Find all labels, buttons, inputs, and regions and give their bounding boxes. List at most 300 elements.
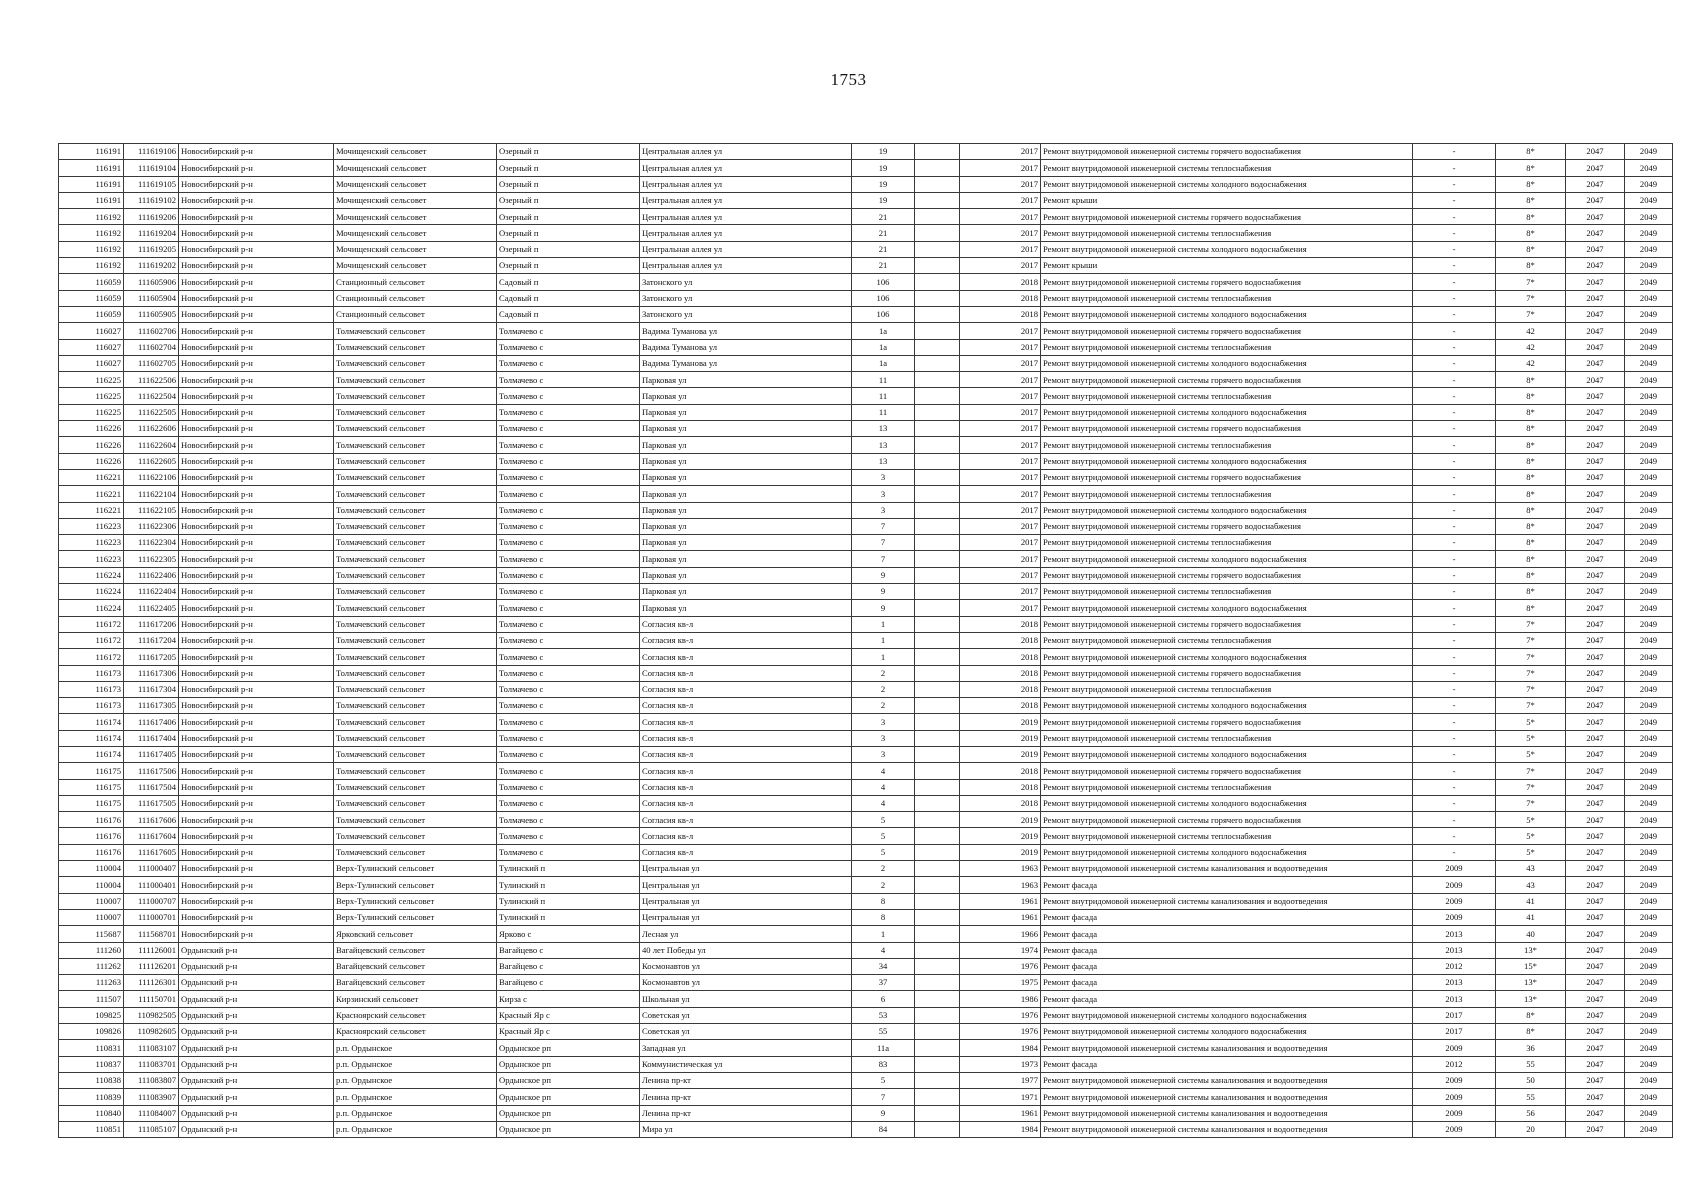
cell-year-built: 1986 bbox=[960, 991, 1041, 1007]
cell-last-repair-year: - bbox=[1413, 779, 1496, 795]
cell-plan-start: 2047 bbox=[1566, 1056, 1625, 1072]
cell-work-type: Ремонт крыши bbox=[1041, 192, 1413, 208]
cell-house-number: 3 bbox=[852, 746, 915, 762]
cell-plan-start: 2047 bbox=[1566, 795, 1625, 811]
cell-settlement-council: Толмачевский сельсовет bbox=[334, 535, 497, 551]
cell-last-repair-year: 2009 bbox=[1413, 1072, 1496, 1088]
table-row bbox=[59, 1040, 1673, 1056]
cell-street: Советская ул bbox=[640, 1007, 852, 1023]
cell-house-id: 109825 bbox=[59, 1007, 124, 1023]
cell-last-repair-year: - bbox=[1413, 372, 1496, 388]
cell-street: Ленина пр-кт bbox=[640, 1105, 852, 1121]
cell-element-id: 111617506 bbox=[124, 763, 179, 779]
cell-settlement-council: Толмачевский сельсовет bbox=[334, 551, 497, 567]
cell-house-id: 116221 bbox=[59, 469, 124, 485]
cell-plan-start: 2047 bbox=[1566, 258, 1625, 274]
cell-plan-start: 2047 bbox=[1566, 1007, 1625, 1023]
cell-district: Новосибирский р-н bbox=[179, 795, 334, 811]
cell-element-id: 111617604 bbox=[124, 828, 179, 844]
cell-settlement: Ордынское рп bbox=[497, 1105, 640, 1121]
cell-year-built: 2017 bbox=[960, 421, 1041, 437]
cell-district: Ордынский р-н bbox=[179, 1072, 334, 1088]
cell-wear: 7* bbox=[1496, 616, 1566, 632]
cell-settlement: Садовый п bbox=[497, 306, 640, 322]
cell-settlement: Толмачево с bbox=[497, 730, 640, 746]
table-row bbox=[59, 192, 1673, 208]
cell-element-id: 111617204 bbox=[124, 632, 179, 648]
table-row bbox=[59, 1056, 1673, 1072]
cell-street: Парковая ул bbox=[640, 486, 852, 502]
cell-plan-end: 2049 bbox=[1625, 812, 1673, 828]
cell-work-type: Ремонт внутридомовой инженерной системы теплоснабжения bbox=[1041, 437, 1413, 453]
cell-element-id: 111622604 bbox=[124, 437, 179, 453]
cell-wear: 8* bbox=[1496, 1024, 1566, 1040]
table-row bbox=[59, 209, 1673, 225]
cell-element-id: 111083107 bbox=[124, 1040, 179, 1056]
cell-settlement-council: Толмачевский сельсовет bbox=[334, 828, 497, 844]
cell-district: Новосибирский р-н bbox=[179, 192, 334, 208]
cell-house-id: 116192 bbox=[59, 225, 124, 241]
cell-house-id: 116191 bbox=[59, 176, 124, 192]
cell-last-repair-year: - bbox=[1413, 404, 1496, 420]
cell-house-id: 110837 bbox=[59, 1056, 124, 1072]
cell-house-number: 7 bbox=[852, 551, 915, 567]
cell-plan-end: 2049 bbox=[1625, 323, 1673, 339]
cell-work-type: Ремонт внутридомовой инженерной системы теплоснабжения bbox=[1041, 535, 1413, 551]
cell-house-letter bbox=[915, 192, 960, 208]
cell-plan-start: 2047 bbox=[1566, 1105, 1625, 1121]
cell-street: Парковая ул bbox=[640, 437, 852, 453]
cell-year-built: 2017 bbox=[960, 600, 1041, 616]
cell-work-type: Ремонт внутридомовой инженерной системы горячего водоснабжения bbox=[1041, 274, 1413, 290]
cell-settlement-council: Толмачевский сельсовет bbox=[334, 404, 497, 420]
cell-settlement: Толмачево с bbox=[497, 404, 640, 420]
cell-settlement-council: Вагайцевский сельсовет bbox=[334, 975, 497, 991]
cell-house-letter bbox=[915, 144, 960, 160]
cell-settlement-council: Толмачевский сельсовет bbox=[334, 763, 497, 779]
cell-house-letter bbox=[915, 616, 960, 632]
cell-element-id: 111617305 bbox=[124, 698, 179, 714]
cell-last-repair-year: - bbox=[1413, 192, 1496, 208]
cell-house-id: 116175 bbox=[59, 763, 124, 779]
cell-street: Парковая ул bbox=[640, 535, 852, 551]
cell-house-id: 116172 bbox=[59, 616, 124, 632]
cell-plan-end: 2049 bbox=[1625, 909, 1673, 925]
table-row bbox=[59, 144, 1673, 160]
cell-district: Новосибирский р-н bbox=[179, 665, 334, 681]
cell-last-repair-year: - bbox=[1413, 209, 1496, 225]
cell-work-type: Ремонт внутридомовой инженерной системы холодного водоснабжения bbox=[1041, 241, 1413, 257]
cell-last-repair-year: - bbox=[1413, 453, 1496, 469]
cell-district: Новосибирский р-н bbox=[179, 176, 334, 192]
cell-house-number: 21 bbox=[852, 209, 915, 225]
cell-wear: 5* bbox=[1496, 828, 1566, 844]
table-row bbox=[59, 1089, 1673, 1105]
table-row bbox=[59, 665, 1673, 681]
cell-settlement: Толмачево с bbox=[497, 812, 640, 828]
cell-district: Новосибирский р-н bbox=[179, 372, 334, 388]
cell-house-number: 13 bbox=[852, 437, 915, 453]
cell-district: Новосибирский р-н bbox=[179, 453, 334, 469]
cell-house-letter bbox=[915, 975, 960, 991]
table-row bbox=[59, 632, 1673, 648]
cell-house-id: 116226 bbox=[59, 437, 124, 453]
cell-district: Новосибирский р-н bbox=[179, 616, 334, 632]
cell-year-built: 1977 bbox=[960, 1072, 1041, 1088]
cell-plan-start: 2047 bbox=[1566, 339, 1625, 355]
cell-district: Новосибирский р-н bbox=[179, 518, 334, 534]
cell-house-number: 5 bbox=[852, 844, 915, 860]
cell-street: Парковая ул bbox=[640, 502, 852, 518]
cell-house-number: 3 bbox=[852, 486, 915, 502]
cell-plan-start: 2047 bbox=[1566, 144, 1625, 160]
cell-plan-start: 2047 bbox=[1566, 192, 1625, 208]
cell-plan-end: 2049 bbox=[1625, 1040, 1673, 1056]
cell-house-letter bbox=[915, 714, 960, 730]
cell-street: Затонского ул bbox=[640, 290, 852, 306]
cell-settlement-council: Станционный сельсовет bbox=[334, 274, 497, 290]
cell-house-id: 116223 bbox=[59, 518, 124, 534]
cell-work-type: Ремонт внутридомовой инженерной системы холодного водоснабжения bbox=[1041, 404, 1413, 420]
cell-settlement-council: Толмачевский сельсовет bbox=[334, 502, 497, 518]
cell-street: Согласия кв-л bbox=[640, 730, 852, 746]
cell-year-built: 2019 bbox=[960, 828, 1041, 844]
cell-district: Новосибирский р-н bbox=[179, 844, 334, 860]
cell-house-number: 11 bbox=[852, 388, 915, 404]
table-row bbox=[59, 681, 1673, 697]
cell-house-letter bbox=[915, 1007, 960, 1023]
cell-work-type: Ремонт внутридомовой инженерной системы холодного водоснабжения bbox=[1041, 698, 1413, 714]
cell-wear: 8* bbox=[1496, 209, 1566, 225]
cell-last-repair-year: - bbox=[1413, 469, 1496, 485]
cell-work-type: Ремонт фасада bbox=[1041, 958, 1413, 974]
cell-last-repair-year: 2013 bbox=[1413, 991, 1496, 1007]
cell-house-id: 116192 bbox=[59, 209, 124, 225]
cell-last-repair-year: 2009 bbox=[1413, 861, 1496, 877]
cell-element-id: 111617206 bbox=[124, 616, 179, 632]
cell-settlement: Ордынское рп bbox=[497, 1121, 640, 1137]
cell-year-built: 2017 bbox=[960, 225, 1041, 241]
cell-year-built: 2018 bbox=[960, 649, 1041, 665]
cell-element-id: 111602705 bbox=[124, 355, 179, 371]
cell-wear: 8* bbox=[1496, 518, 1566, 534]
cell-year-built: 2017 bbox=[960, 144, 1041, 160]
cell-element-id: 111605905 bbox=[124, 306, 179, 322]
cell-wear: 8* bbox=[1496, 1007, 1566, 1023]
cell-last-repair-year: - bbox=[1413, 160, 1496, 176]
cell-plan-end: 2049 bbox=[1625, 469, 1673, 485]
cell-wear: 5* bbox=[1496, 812, 1566, 828]
cell-element-id: 111622405 bbox=[124, 600, 179, 616]
cell-house-id: 116221 bbox=[59, 502, 124, 518]
cell-element-id: 111568701 bbox=[124, 926, 179, 942]
cell-wear: 5* bbox=[1496, 730, 1566, 746]
cell-street: Центральная аллея ул bbox=[640, 209, 852, 225]
cell-house-number: 21 bbox=[852, 258, 915, 274]
cell-house-number: 7 bbox=[852, 535, 915, 551]
cell-settlement-council: Толмачевский сельсовет bbox=[334, 486, 497, 502]
cell-work-type: Ремонт фасада bbox=[1041, 926, 1413, 942]
cell-year-built: 2017 bbox=[960, 518, 1041, 534]
cell-street: Парковая ул bbox=[640, 421, 852, 437]
cell-wear: 7* bbox=[1496, 763, 1566, 779]
cell-last-repair-year: - bbox=[1413, 144, 1496, 160]
cell-house-id: 110007 bbox=[59, 893, 124, 909]
cell-year-built: 2018 bbox=[960, 632, 1041, 648]
cell-year-built: 2017 bbox=[960, 192, 1041, 208]
table-row bbox=[59, 1007, 1673, 1023]
cell-settlement: Тулинский п bbox=[497, 877, 640, 893]
cell-plan-start: 2047 bbox=[1566, 535, 1625, 551]
cell-house-letter bbox=[915, 209, 960, 225]
cell-house-id: 116059 bbox=[59, 290, 124, 306]
cell-settlement: Озерный п bbox=[497, 160, 640, 176]
cell-plan-end: 2049 bbox=[1625, 192, 1673, 208]
cell-plan-end: 2049 bbox=[1625, 779, 1673, 795]
cell-house-id: 116225 bbox=[59, 372, 124, 388]
cell-settlement: Озерный п bbox=[497, 144, 640, 160]
cell-element-id: 111617605 bbox=[124, 844, 179, 860]
cell-house-letter bbox=[915, 339, 960, 355]
cell-house-number: 5 bbox=[852, 828, 915, 844]
cell-plan-end: 2049 bbox=[1625, 339, 1673, 355]
cell-settlement: Красный Яр с bbox=[497, 1007, 640, 1023]
cell-settlement-council: Верх-Тулинский сельсовет bbox=[334, 909, 497, 925]
table-row bbox=[59, 584, 1673, 600]
cell-house-letter bbox=[915, 551, 960, 567]
cell-street: Вадима Туманова ул bbox=[640, 323, 852, 339]
cell-district: Новосибирский р-н bbox=[179, 714, 334, 730]
cell-year-built: 1961 bbox=[960, 893, 1041, 909]
cell-work-type: Ремонт внутридомовой инженерной системы холодного водоснабжения bbox=[1041, 551, 1413, 567]
cell-street: Согласия кв-л bbox=[640, 616, 852, 632]
cell-wear: 7* bbox=[1496, 665, 1566, 681]
cell-last-repair-year: 2009 bbox=[1413, 877, 1496, 893]
table-row bbox=[59, 258, 1673, 274]
cell-wear: 7* bbox=[1496, 795, 1566, 811]
cell-element-id: 111619104 bbox=[124, 160, 179, 176]
cell-street: Затонского ул bbox=[640, 306, 852, 322]
cell-settlement-council: Толмачевский сельсовет bbox=[334, 795, 497, 811]
cell-year-built: 1976 bbox=[960, 958, 1041, 974]
cell-house-id: 111507 bbox=[59, 991, 124, 1007]
cell-settlement: Толмачево с bbox=[497, 323, 640, 339]
cell-year-built: 2018 bbox=[960, 698, 1041, 714]
cell-year-built: 2017 bbox=[960, 404, 1041, 420]
cell-wear: 8* bbox=[1496, 176, 1566, 192]
cell-element-id: 111617404 bbox=[124, 730, 179, 746]
cell-element-id: 111150701 bbox=[124, 991, 179, 1007]
cell-year-built: 1961 bbox=[960, 1105, 1041, 1121]
cell-plan-end: 2049 bbox=[1625, 1024, 1673, 1040]
cell-house-id: 116174 bbox=[59, 746, 124, 762]
cell-plan-end: 2049 bbox=[1625, 828, 1673, 844]
cell-house-number: 53 bbox=[852, 1007, 915, 1023]
cell-house-letter bbox=[915, 306, 960, 322]
cell-plan-end: 2049 bbox=[1625, 1121, 1673, 1137]
cell-work-type: Ремонт внутридомовой инженерной системы теплоснабжения bbox=[1041, 730, 1413, 746]
table-row bbox=[59, 795, 1673, 811]
cell-settlement-council: р.п. Ордынское bbox=[334, 1072, 497, 1088]
cell-last-repair-year: - bbox=[1413, 681, 1496, 697]
cell-plan-start: 2047 bbox=[1566, 828, 1625, 844]
cell-year-built: 2017 bbox=[960, 453, 1041, 469]
table-row bbox=[59, 844, 1673, 860]
cell-house-number: 9 bbox=[852, 600, 915, 616]
cell-plan-end: 2049 bbox=[1625, 746, 1673, 762]
cell-house-id: 110004 bbox=[59, 877, 124, 893]
cell-house-letter bbox=[915, 828, 960, 844]
cell-year-built: 1974 bbox=[960, 942, 1041, 958]
cell-plan-end: 2049 bbox=[1625, 942, 1673, 958]
cell-street: Вадима Туманова ул bbox=[640, 339, 852, 355]
cell-house-id: 116221 bbox=[59, 486, 124, 502]
cell-house-letter bbox=[915, 567, 960, 583]
cell-street: Парковая ул bbox=[640, 551, 852, 567]
cell-settlement-council: Толмачевский сельсовет bbox=[334, 746, 497, 762]
cell-wear: 36 bbox=[1496, 1040, 1566, 1056]
cell-house-id: 116176 bbox=[59, 828, 124, 844]
cell-house-letter bbox=[915, 160, 960, 176]
cell-district: Новосибирский р-н bbox=[179, 306, 334, 322]
cell-plan-start: 2047 bbox=[1566, 388, 1625, 404]
table-row bbox=[59, 274, 1673, 290]
table-row bbox=[59, 535, 1673, 551]
cell-settlement-council: Толмачевский сельсовет bbox=[334, 372, 497, 388]
cell-house-letter bbox=[915, 225, 960, 241]
cell-district: Новосибирский р-н bbox=[179, 909, 334, 925]
cell-work-type: Ремонт внутридомовой инженерной системы теплоснабжения bbox=[1041, 779, 1413, 795]
cell-year-built: 1963 bbox=[960, 877, 1041, 893]
cell-settlement: Толмачево с bbox=[497, 453, 640, 469]
cell-settlement: Озерный п bbox=[497, 192, 640, 208]
cell-settlement-council: Мочищенский сельсовет bbox=[334, 258, 497, 274]
cell-element-id: 111000701 bbox=[124, 909, 179, 925]
cell-street: Согласия кв-л bbox=[640, 665, 852, 681]
table-row bbox=[59, 290, 1673, 306]
cell-plan-start: 2047 bbox=[1566, 1089, 1625, 1105]
cell-house-number: 21 bbox=[852, 241, 915, 257]
cell-wear: 13* bbox=[1496, 942, 1566, 958]
table-row bbox=[59, 649, 1673, 665]
cell-plan-end: 2049 bbox=[1625, 486, 1673, 502]
cell-plan-end: 2049 bbox=[1625, 388, 1673, 404]
cell-house-number: 55 bbox=[852, 1024, 915, 1040]
cell-settlement: Толмачево с bbox=[497, 844, 640, 860]
cell-settlement-council: Мочищенский сельсовет bbox=[334, 225, 497, 241]
cell-settlement-council: Толмачевский сельсовет bbox=[334, 665, 497, 681]
cell-plan-start: 2047 bbox=[1566, 437, 1625, 453]
cell-plan-start: 2047 bbox=[1566, 616, 1625, 632]
cell-house-id: 116175 bbox=[59, 779, 124, 795]
cell-last-repair-year: - bbox=[1413, 421, 1496, 437]
cell-plan-start: 2047 bbox=[1566, 355, 1625, 371]
cell-street: Лесная ул bbox=[640, 926, 852, 942]
cell-year-built: 2017 bbox=[960, 469, 1041, 485]
cell-plan-end: 2049 bbox=[1625, 551, 1673, 567]
cell-last-repair-year: - bbox=[1413, 535, 1496, 551]
cell-settlement: Тулинский п bbox=[497, 893, 640, 909]
cell-last-repair-year: - bbox=[1413, 698, 1496, 714]
cell-plan-end: 2049 bbox=[1625, 877, 1673, 893]
cell-last-repair-year: - bbox=[1413, 437, 1496, 453]
cell-house-number: 11 bbox=[852, 372, 915, 388]
table-row bbox=[59, 877, 1673, 893]
table-row bbox=[59, 306, 1673, 322]
cell-work-type: Ремонт внутридомовой инженерной системы теплоснабжения bbox=[1041, 828, 1413, 844]
cell-year-built: 2017 bbox=[960, 258, 1041, 274]
cell-plan-start: 2047 bbox=[1566, 1121, 1625, 1137]
cell-work-type: Ремонт фасада bbox=[1041, 1056, 1413, 1072]
cell-street: Центральная ул bbox=[640, 893, 852, 909]
cell-settlement-council: Мочищенский сельсовет bbox=[334, 192, 497, 208]
cell-last-repair-year: - bbox=[1413, 241, 1496, 257]
table-row bbox=[59, 404, 1673, 420]
table-row bbox=[59, 616, 1673, 632]
cell-plan-end: 2049 bbox=[1625, 861, 1673, 877]
cell-house-id: 116172 bbox=[59, 632, 124, 648]
cell-last-repair-year: 2017 bbox=[1413, 1024, 1496, 1040]
cell-house-letter bbox=[915, 763, 960, 779]
cell-street: Согласия кв-л bbox=[640, 714, 852, 730]
cell-wear: 7* bbox=[1496, 306, 1566, 322]
cell-settlement-council: р.п. Ордынское bbox=[334, 1121, 497, 1137]
cell-wear: 13* bbox=[1496, 991, 1566, 1007]
table-row bbox=[59, 991, 1673, 1007]
cell-element-id: 111619102 bbox=[124, 192, 179, 208]
cell-plan-start: 2047 bbox=[1566, 942, 1625, 958]
cell-house-id: 116173 bbox=[59, 681, 124, 697]
cell-wear: 8* bbox=[1496, 584, 1566, 600]
cell-house-id: 116059 bbox=[59, 306, 124, 322]
cell-wear: 7* bbox=[1496, 274, 1566, 290]
cell-settlement-council: Толмачевский сельсовет bbox=[334, 388, 497, 404]
cell-work-type: Ремонт внутридомовой инженерной системы холодного водоснабжения bbox=[1041, 355, 1413, 371]
cell-wear: 8* bbox=[1496, 258, 1566, 274]
cell-plan-end: 2049 bbox=[1625, 600, 1673, 616]
cell-house-number: 11 bbox=[852, 404, 915, 420]
cell-last-repair-year: 2009 bbox=[1413, 893, 1496, 909]
cell-settlement: Толмачево с bbox=[497, 535, 640, 551]
cell-house-number: 83 bbox=[852, 1056, 915, 1072]
cell-house-id: 116173 bbox=[59, 665, 124, 681]
cell-district: Новосибирский р-н bbox=[179, 730, 334, 746]
cell-house-number: 1 bbox=[852, 926, 915, 942]
cell-district: Ордынский р-н bbox=[179, 1056, 334, 1072]
cell-last-repair-year: - bbox=[1413, 323, 1496, 339]
cell-plan-start: 2047 bbox=[1566, 274, 1625, 290]
cell-last-repair-year: - bbox=[1413, 812, 1496, 828]
cell-work-type: Ремонт внутридомовой инженерной системы горячего водоснабжения bbox=[1041, 518, 1413, 534]
cell-house-number: 3 bbox=[852, 714, 915, 730]
cell-plan-start: 2047 bbox=[1566, 909, 1625, 925]
cell-district: Ордынский р-н bbox=[179, 942, 334, 958]
cell-wear: 40 bbox=[1496, 926, 1566, 942]
cell-plan-start: 2047 bbox=[1566, 290, 1625, 306]
table-row bbox=[59, 1105, 1673, 1121]
cell-element-id: 111000707 bbox=[124, 893, 179, 909]
cell-settlement-council: Станционный сельсовет bbox=[334, 290, 497, 306]
cell-street: Парковая ул bbox=[640, 404, 852, 420]
cell-element-id: 111622404 bbox=[124, 584, 179, 600]
cell-plan-end: 2049 bbox=[1625, 258, 1673, 274]
cell-plan-start: 2047 bbox=[1566, 241, 1625, 257]
cell-last-repair-year: - bbox=[1413, 632, 1496, 648]
cell-element-id: 111000401 bbox=[124, 877, 179, 893]
cell-street: Согласия кв-л bbox=[640, 649, 852, 665]
cell-street: Центральная аллея ул bbox=[640, 192, 852, 208]
cell-settlement: Ордынское рп bbox=[497, 1056, 640, 1072]
